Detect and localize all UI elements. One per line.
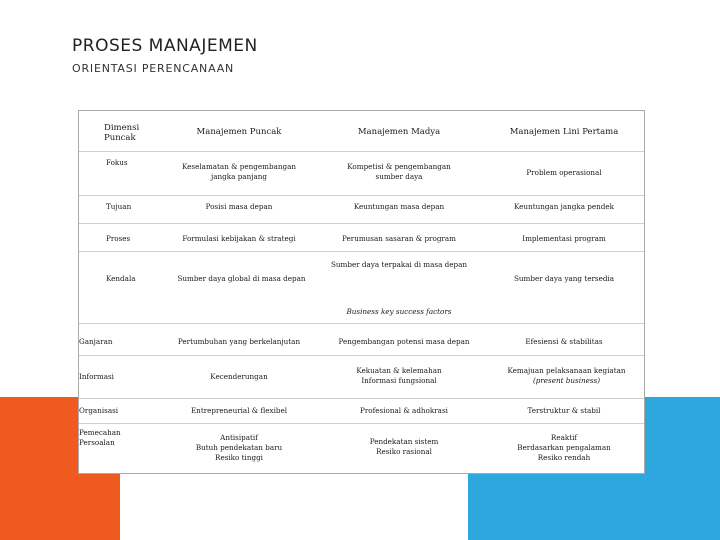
row-divider <box>79 251 644 252</box>
cell-ganjaran-puncak: Pertumbuhan yang berkelanjutan <box>177 337 301 346</box>
row-divider <box>79 195 644 196</box>
cell-organisasi-puncak: Entrepreneurial & flexibel <box>190 406 288 415</box>
header-manajemen-lini: Manajemen Lini Pertama <box>509 127 619 137</box>
row-divider <box>79 398 644 399</box>
cell-pemecahan-madya-2: Resiko rasional <box>376 447 432 456</box>
row-divider <box>79 355 644 356</box>
row-divider <box>79 423 644 424</box>
cell-proses-lini: Implementasi program <box>522 234 606 243</box>
row-label-ganjaran: Ganjaran <box>79 337 113 346</box>
row-label-pemecahan: Pemecahan Persoalan <box>79 428 121 447</box>
kendala-left: Sumber daya global di masa depan <box>177 274 306 283</box>
row-label-fokus: Fokus <box>106 158 128 167</box>
row-label-proses: Proses <box>106 234 131 243</box>
row-divider <box>79 323 644 324</box>
cell-pemecahan-lini-2: Berdasarkan pengalaman <box>517 443 611 452</box>
cell-informasi-madya: Kekuatan & kelemahan Informasi fungsional <box>356 366 442 385</box>
row-label-kendala: Kendala <box>106 274 136 283</box>
header-dimensi: Dimensi Puncak <box>104 123 140 143</box>
slide-title: PROSES MANAJEMEN <box>72 36 258 56</box>
header-manajemen-madya: Manajemen Madya <box>357 127 441 137</box>
cell-informasi-lini: Kemajuan pelaksanaan kegiatan <box>507 366 626 375</box>
row-label-informasi: Informasi <box>79 372 114 381</box>
cell-pemecahan-lini-1: Reaktif <box>550 433 578 442</box>
cell-fokus-puncak: Keselamatan & pengembangan jangka panjang <box>181 162 296 181</box>
cell-pemecahan-lini-3: Resiko rendah <box>537 453 591 462</box>
kendala-top-note: Sumber daya terpakai di masa depan <box>330 260 468 269</box>
kendala-right: Sumber daya yang tersedia <box>513 274 615 283</box>
cell-informasi-lini-extra: (present business) <box>532 376 601 385</box>
kendala-bottom-note: Business key success factors <box>346 307 452 316</box>
cell-tujuan-lini: Keuntungan jangka pendek <box>514 202 614 211</box>
cell-pemecahan-puncak-2: Butuh pendekatan baru <box>195 443 283 452</box>
row-divider <box>79 223 644 224</box>
cell-informasi-puncak: Kecenderungan <box>210 372 268 381</box>
cell-fokus-lini: Problem operasional <box>526 168 602 177</box>
cell-pemecahan-madya-1: Pendekatan sistem <box>369 437 439 446</box>
cell-tujuan-puncak: Posisi masa depan <box>205 202 273 211</box>
header-manajemen-puncak: Manajemen Puncak <box>196 127 282 137</box>
cell-proses-madya: Perumusan sasaran & program <box>342 234 456 243</box>
row-label-organisasi: Organisasi <box>79 406 119 415</box>
cell-ganjaran-lini: Efesiensi & stabilitas <box>525 337 603 346</box>
cell-ganjaran-madya: Pengembangan potensi masa depan <box>338 337 470 346</box>
cell-fokus-madya: Kompetisi & pengembangan sumber daya <box>347 162 451 181</box>
cell-organisasi-lini: Terstruktur & stabil <box>527 406 601 415</box>
planning-orientation-table <box>78 110 645 474</box>
slide-subtitle: ORIENTASI PERENCANAAN <box>72 62 235 75</box>
cell-organisasi-madya: Profesional & adhokrasi <box>360 406 448 415</box>
cell-tujuan-madya: Keuntungan masa depan <box>353 202 445 211</box>
row-divider <box>79 151 644 152</box>
cell-proses-puncak: Formulasi kebijakan & strategi <box>182 234 296 243</box>
cell-pemecahan-puncak-1: Antisipatif <box>220 433 258 442</box>
cell-pemecahan-puncak-3: Resiko tinggi <box>215 453 263 462</box>
row-label-tujuan: Tujuan <box>106 202 132 211</box>
